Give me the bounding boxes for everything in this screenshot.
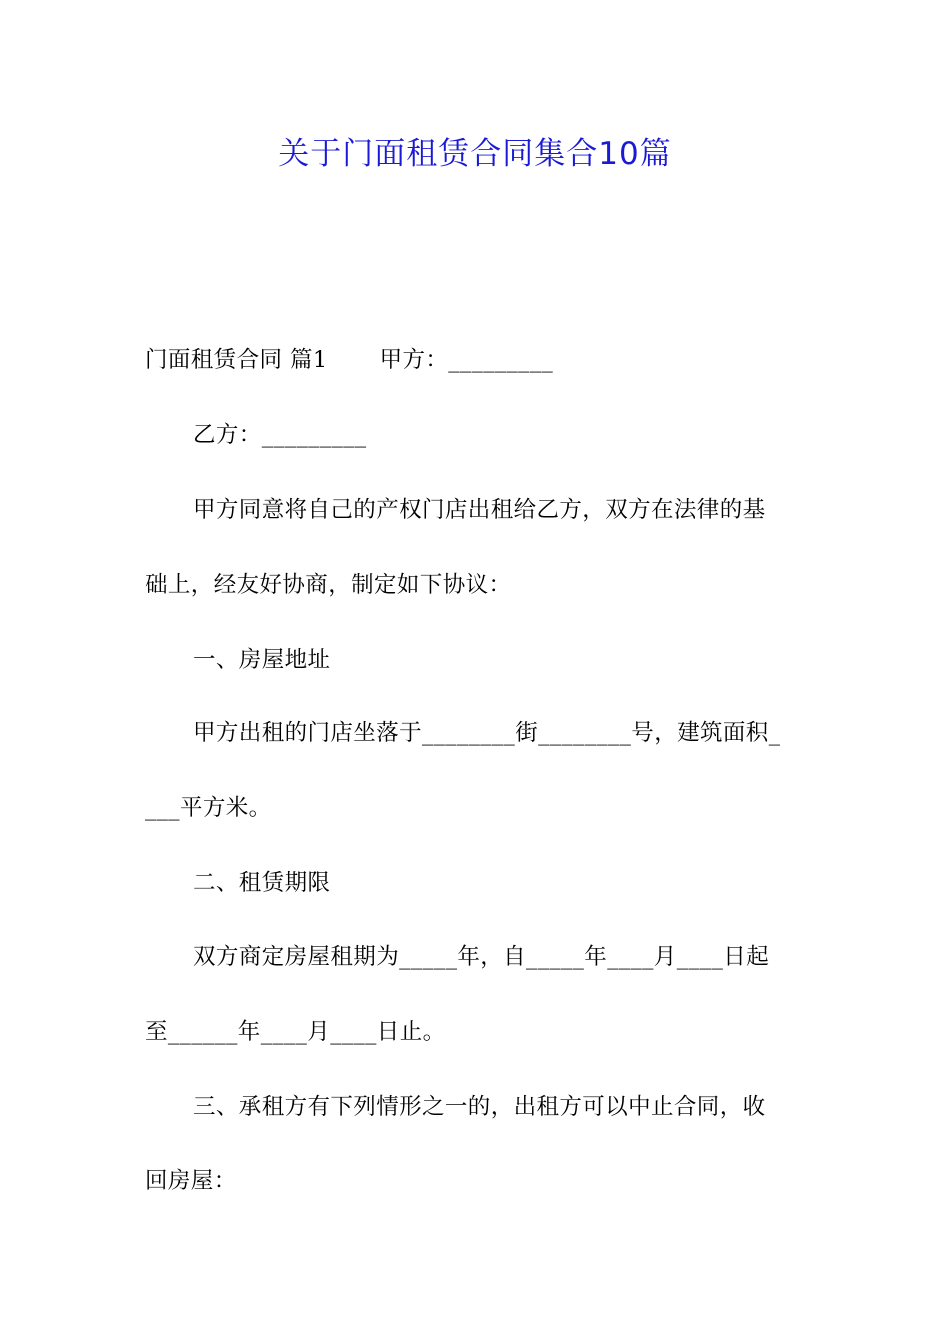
party-a-line: 甲方：_________	[379, 347, 554, 373]
section-2-text-line-2: 至______年____月____日止。	[145, 1019, 446, 1045]
section-1-text-line-1: 甲方出租的门店坐落于________街________号，建筑面积_	[193, 720, 781, 746]
section-1-text-line-2: ___平方米。	[145, 795, 272, 821]
section-3-heading-line-1: 三、承租方有下列情形之一的，出租方可以中止合同，收	[193, 1094, 766, 1120]
intro-paragraph-line-2: 础上，经友好协商，制定如下协议：	[145, 572, 512, 598]
section-3-heading-line-2: 回房屋：	[145, 1168, 237, 1194]
section-1-heading: 一、房屋地址	[193, 647, 331, 673]
heading-line	[145, 345, 553, 375]
intro-paragraph-line-1: 甲方同意将自己的产权门店出租给乙方，双方在法律的基	[193, 497, 766, 523]
party-b-line: 乙方：_________	[193, 422, 367, 448]
document-title: 关于门面租赁合同集合10篇	[278, 136, 672, 172]
section-heading: 门面租赁合同 篇1	[145, 347, 328, 373]
section-2-text-line-1: 双方商定房屋租期为_____年，自_____年____月____日起	[193, 944, 770, 970]
section-2-heading: 二、租赁期限	[193, 870, 331, 896]
